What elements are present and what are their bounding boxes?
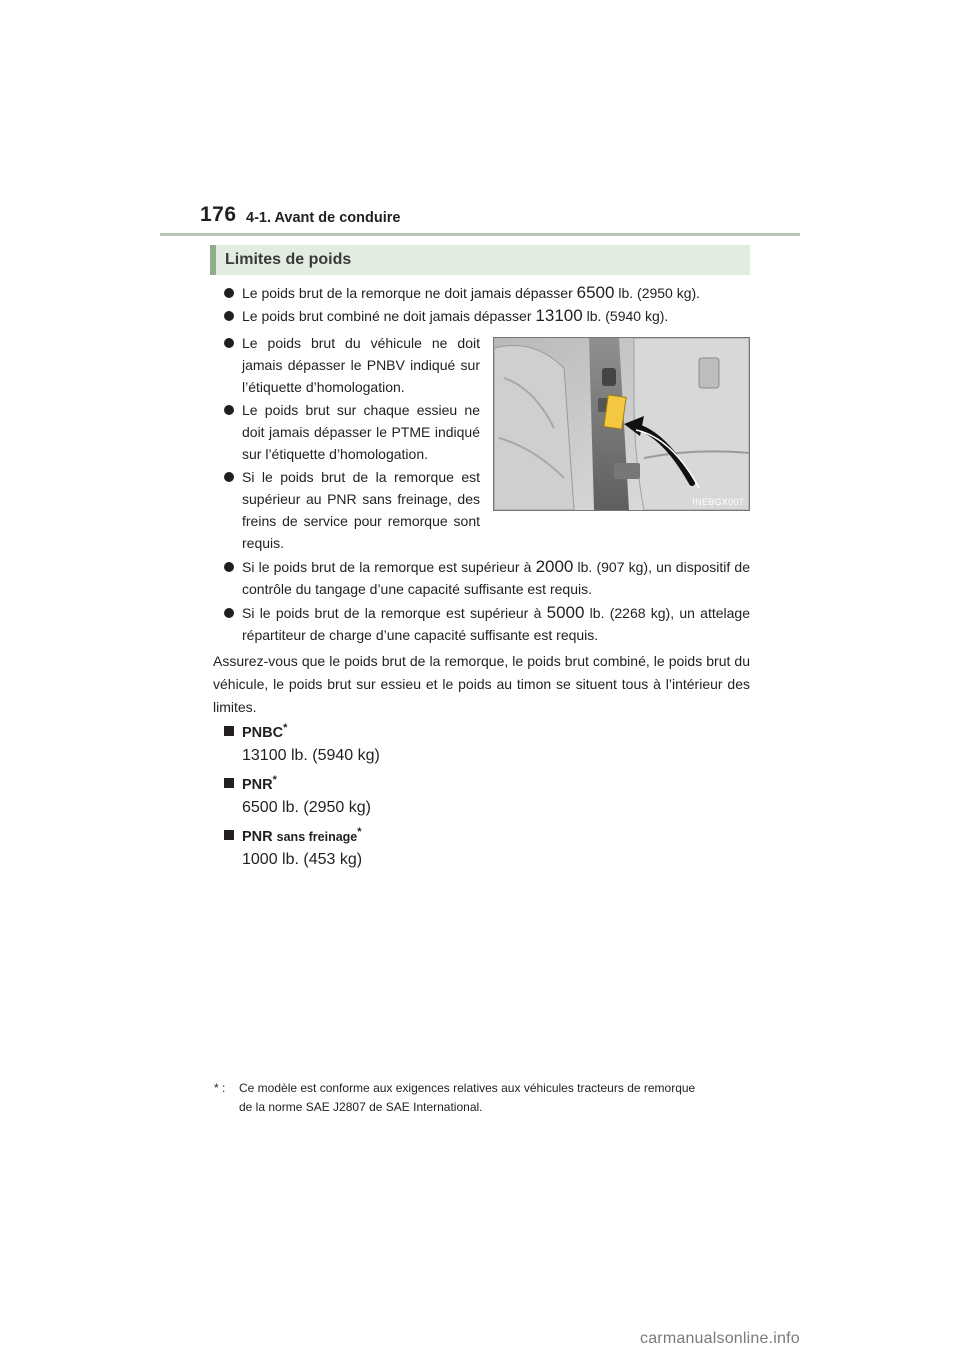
spec-value-pnr-sans-freinage: 1000 lb. (453 kg)	[242, 851, 363, 868]
bullet-dot	[224, 608, 234, 618]
door-jamb-illustration	[494, 338, 749, 510]
bullet-dot	[224, 562, 234, 572]
footnote-line-1: Ce modèle est conforme aux exigences relatives aux véhicules tracteurs de remorque	[239, 1081, 696, 1095]
square-bullet-icon	[224, 778, 234, 788]
page-header	[0, 0, 960, 240]
bullet-combined-weight: Le poids brut combiné ne doit jamais dépasser 13100 lb. (5940 kg).	[213, 305, 750, 327]
bullet-dot	[224, 311, 234, 321]
spec-title-pnr-sans-freinage: PNR sans freinage*	[224, 826, 362, 845]
bullet-axle-weight: Le poids brut sur chaque essieu ne doit jamais dépasser le PTME indiqué sur l’étiquette d’homologation.	[213, 399, 480, 465]
footnote-line-2: de la norme SAE J2807 de SAE International.	[239, 1100, 483, 1114]
limits-paragraph: Assurez-vous que le poids brut de la remorque, le poids brut combiné, le poids brut du véhicule, le poids brut sur essieu et le poids au timon se situent tous à l’intérieur des limites.	[213, 653, 750, 715]
bullet-sway-control: Si le poids brut de la remorque est supérieur à 2000 lb. (907 kg), un dispositif de contrôle du tangage d’une capacité suffisante est requis.	[213, 556, 750, 600]
watermark: carmanualsonline.info	[640, 1330, 800, 1347]
page-number: 176	[200, 203, 237, 226]
square-bullet-icon	[224, 726, 234, 736]
box-title: Limites de poids	[210, 245, 750, 275]
spec-value-pnbc: 13100 lb. (5940 kg)	[242, 747, 380, 764]
spec-title-pnbc: PNBC*	[224, 722, 287, 741]
door-jamb-label-photo	[493, 337, 750, 511]
spec-value-pnr: 6500 lb. (2950 kg)	[242, 799, 371, 816]
bullet-dot	[224, 338, 234, 348]
bullet-dot	[224, 472, 234, 482]
photo-code: INEBGX007	[692, 497, 744, 507]
section-title: 4-1. Avant de conduire	[246, 210, 401, 226]
bullet-dot	[224, 288, 234, 298]
square-bullet-icon	[224, 830, 234, 840]
header-divider	[160, 233, 800, 236]
bullet-trailer-brakes: Si le poids brut de la remorque est supérieur au PNR sans freinage, des freins de service pour remorque sont requis.	[213, 466, 480, 554]
spec-title-pnr: PNR*	[224, 774, 277, 793]
bullet-weight-distributing: Si le poids brut de la remorque est supérieur à 5000 lb. (2268 kg), un attelage répartiteur de charge d’une capacité suffisante est requis.	[213, 602, 750, 646]
footnote-mark: * :	[214, 1081, 226, 1095]
bullet-dot	[224, 405, 234, 415]
bullet-trailer-weight: Le poids brut de la remorque ne doit jamais dépasser 6500 lb. (2950 kg).	[213, 282, 750, 304]
bullet-vehicle-weight: Le poids brut du véhicule ne doit jamais dépasser le PNBV indiqué sur l’étiquette d’homologation.	[213, 332, 480, 398]
